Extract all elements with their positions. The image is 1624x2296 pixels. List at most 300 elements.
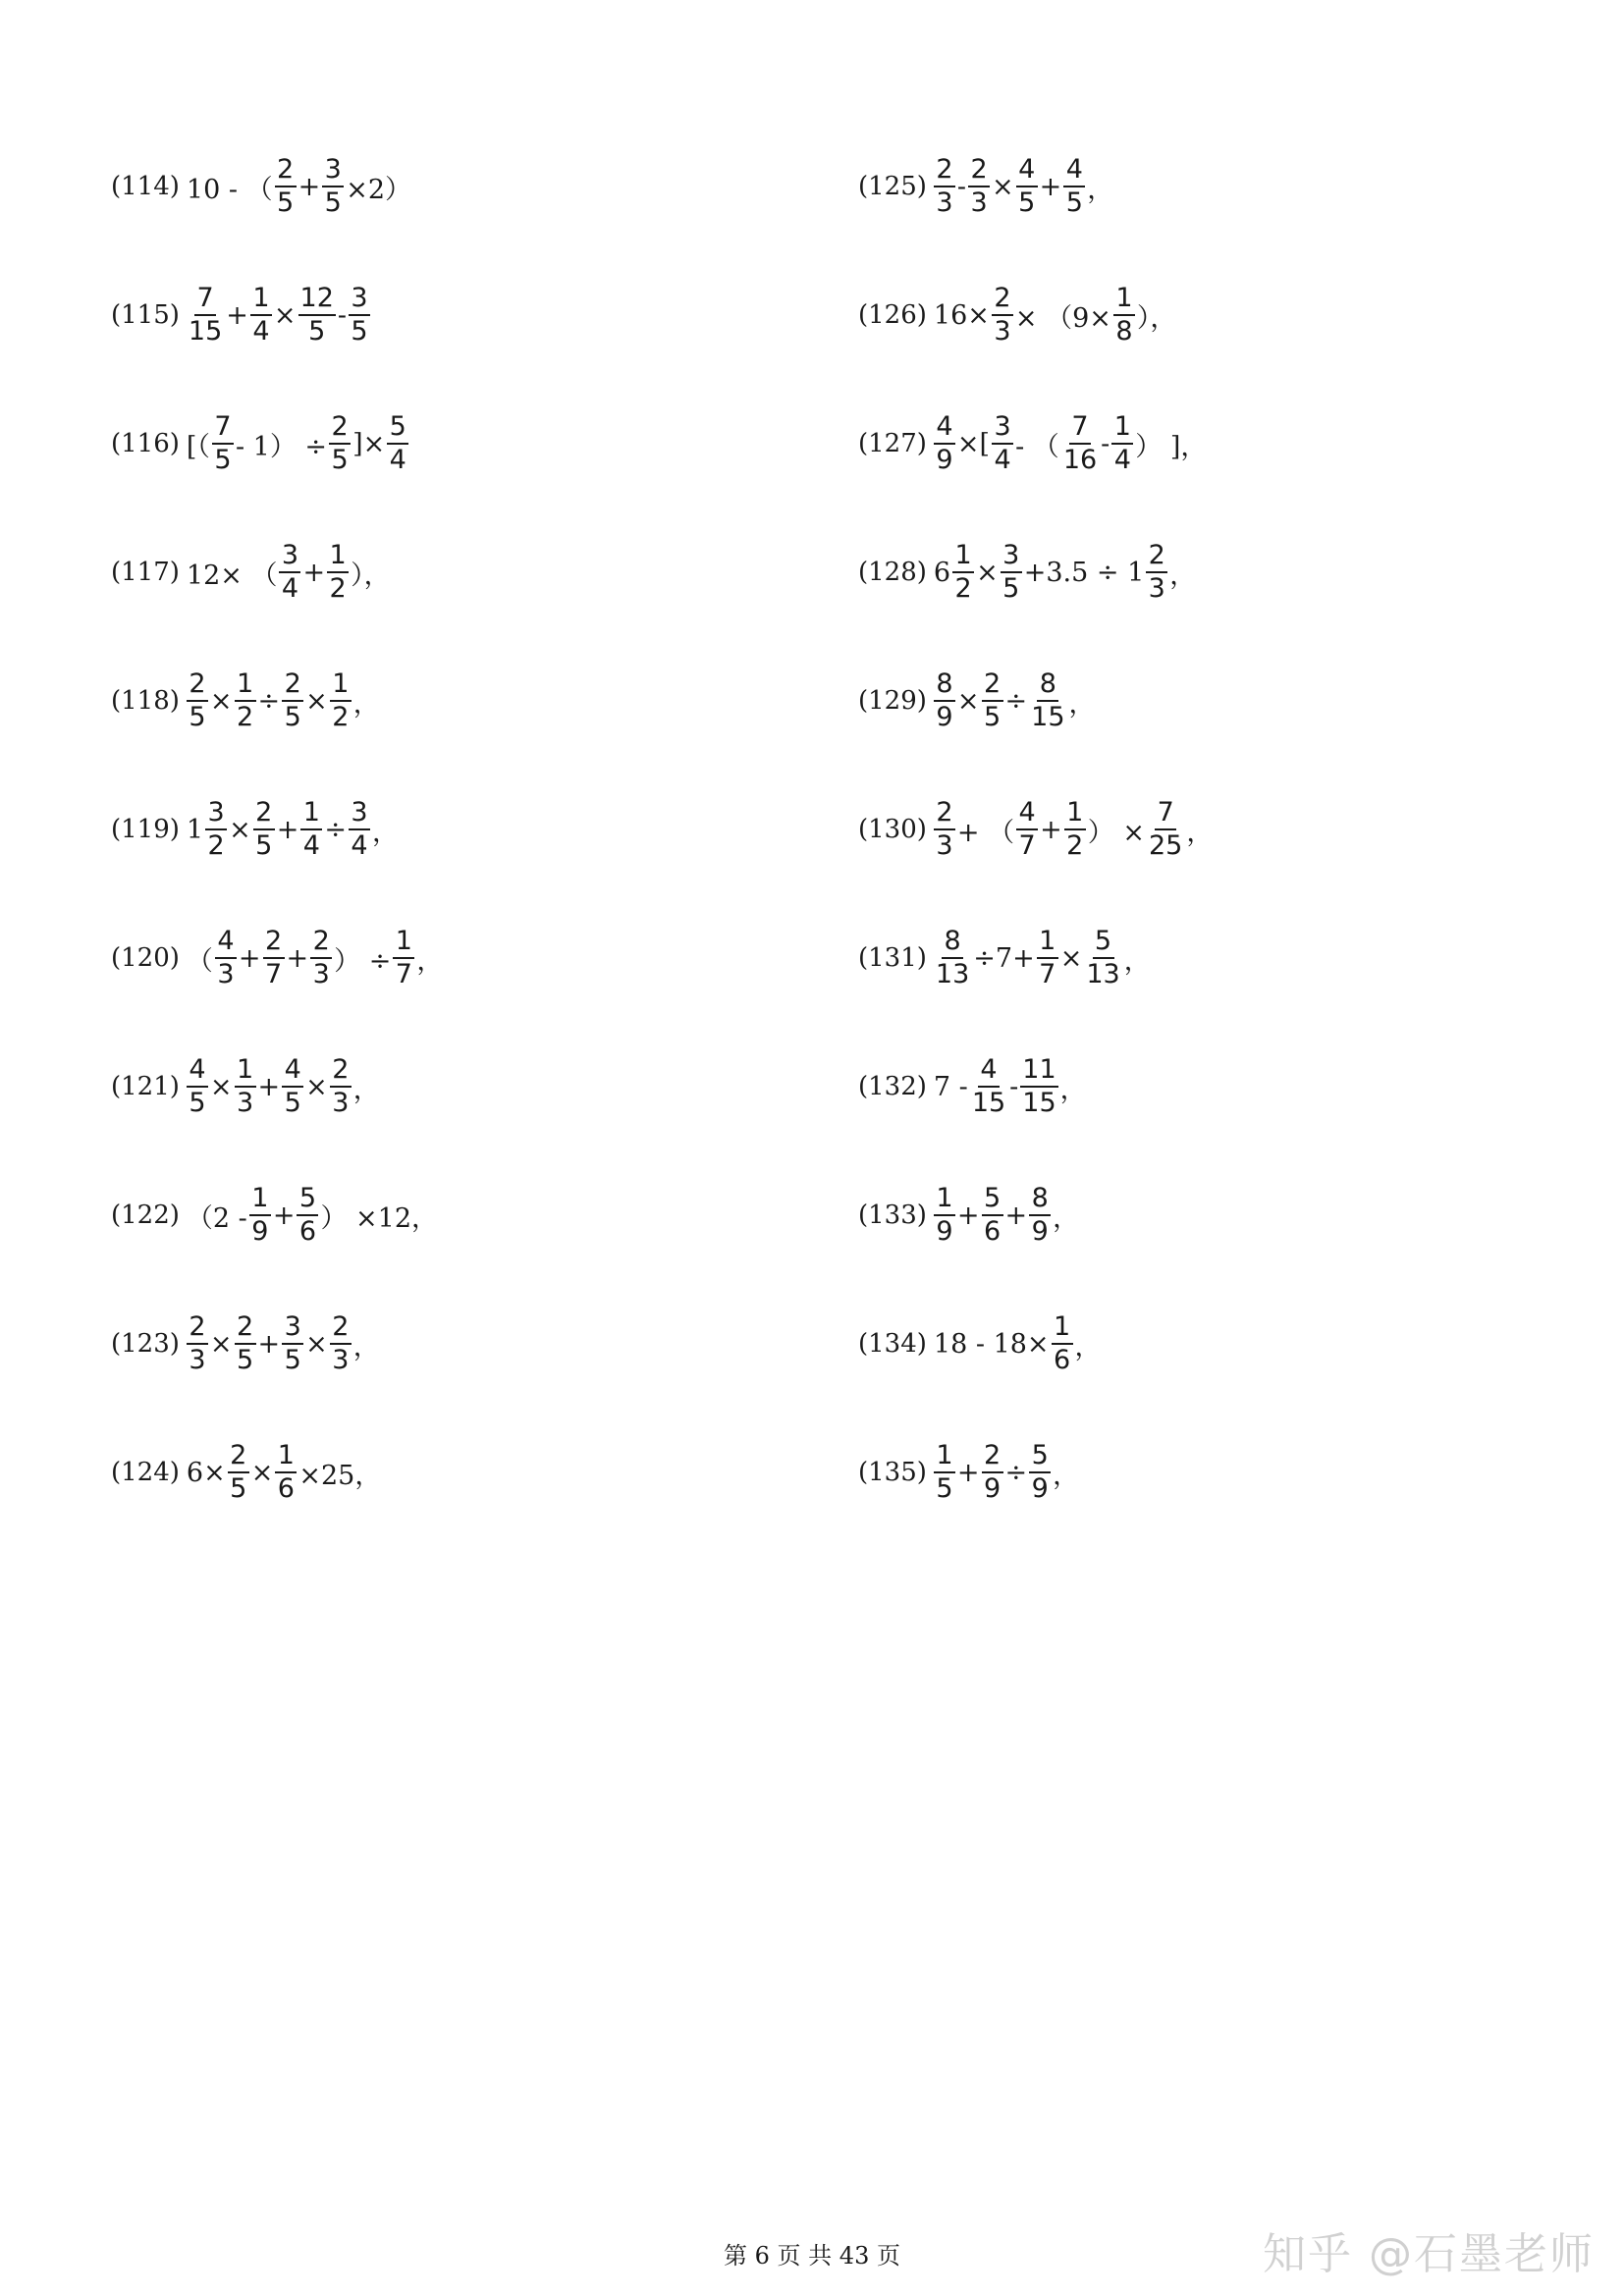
fraction-denominator: 2 [954,573,972,604]
fraction-numerator: 7 [212,412,234,445]
fraction [968,155,990,217]
fraction [393,927,414,988]
expression-text: ， [416,945,444,977]
problem-item [111,533,392,612]
fraction-denominator: 5 [284,702,301,732]
fraction [330,1055,352,1117]
problem-item [111,147,412,226]
fraction [1061,412,1099,474]
fraction [982,1184,1003,1246]
problem-number: (120) [111,943,180,973]
problem-number: (133) [858,1201,927,1230]
fraction-numerator: 4 [187,1055,208,1088]
problem-number: (121) [111,1072,180,1101]
expression-text: ） ÷ [334,945,392,977]
fraction [1016,798,1038,860]
fraction [1016,155,1038,217]
problem-expression [933,1055,1088,1117]
fraction-numerator: 1 [934,1441,955,1473]
fraction-numerator: 8 [1029,1184,1051,1216]
fraction-numerator: 4 [282,1055,303,1088]
fraction-denominator: 5 [189,1088,206,1118]
fraction-denominator: 5 [324,187,342,218]
expression-text: ， [1087,174,1114,205]
fraction [1020,1055,1057,1117]
fraction [187,1312,208,1374]
fraction [253,798,275,860]
fraction-denominator: 5 [230,1473,247,1504]
fraction [952,541,974,603]
fraction [187,284,224,346]
fraction [330,1312,352,1374]
problem-expression [933,1184,1080,1246]
fraction-numerator: 3 [322,155,344,187]
fraction-numerator: 3 [992,412,1013,445]
fraction [205,798,227,860]
problem-item [858,1047,1088,1126]
fraction-denominator: 5 [236,1345,254,1375]
fraction [228,1441,249,1503]
expression-text: ， [1053,1460,1080,1491]
fraction-denominator: 5 [351,316,368,347]
expression-text: ÷ [1004,685,1028,717]
fraction [322,155,344,217]
fraction-numerator: 4 [934,412,955,445]
fraction [1147,798,1184,860]
fraction-numerator: 7 [194,284,216,316]
fraction-denominator: 6 [1053,1345,1071,1375]
expression-text: ×25， [298,1460,382,1491]
expression-text: × [209,1328,233,1360]
expression-text: 7 - [933,1071,968,1102]
fraction-denominator: 4 [302,830,320,861]
fraction-denominator: 3 [936,830,953,861]
fraction [1084,927,1121,988]
expression-text: +3.5 ÷ 1 [1023,557,1145,588]
fraction [1063,155,1085,217]
expression-text: ， [352,1331,380,1362]
expression-text: × [305,1071,328,1102]
problem-expression [186,284,371,346]
fraction-numerator: 1 [235,669,256,702]
fraction-denominator: 5 [983,702,1001,732]
expression-text: ， [1186,817,1214,848]
fraction [282,1312,303,1374]
expression-text: ÷ [257,685,281,717]
fraction-numerator: 3 [349,798,370,830]
fraction [282,669,303,731]
fraction-numerator: 2 [330,1312,352,1345]
fraction-denominator: 13 [1086,959,1120,989]
fraction [1029,1441,1051,1503]
problem-number: (128) [858,558,927,587]
fraction-denominator: 9 [1031,1216,1049,1247]
fraction [1029,1184,1051,1246]
fraction-denominator: 25 [1148,830,1183,861]
fraction-denominator: 5 [1002,573,1020,604]
expression-text: × [209,685,233,717]
fraction [1001,541,1022,603]
fraction [1052,1312,1073,1374]
problem-item [111,662,381,740]
expression-text: ， [371,817,399,848]
fraction-denominator: 6 [277,1473,295,1504]
fraction-denominator: 3 [236,1088,254,1118]
expression-text: ） × [1087,817,1145,848]
fraction-numerator: 1 [235,1055,256,1088]
expression-text: [（ [186,431,210,462]
expression-text: ， [1053,1202,1080,1234]
fraction-numerator: 4 [1016,155,1038,187]
expression-text: × [229,814,251,845]
problem-item [111,404,409,483]
fraction [235,1055,256,1117]
fraction-numerator: 12 [298,284,336,316]
fraction-denominator: 3 [994,316,1011,347]
problem-number: (129) [858,686,927,716]
fraction-denominator: 5 [189,702,206,732]
fraction [982,1441,1003,1503]
watermark: 知乎 @石墨老师 [1263,2229,1595,2279]
fraction [1064,798,1086,860]
problem-expression [186,412,409,474]
expression-text: 6× [186,1457,226,1488]
expression-text: ， [1059,1074,1087,1105]
problem-expression [933,284,1178,346]
fraction [263,927,285,988]
fraction-numerator: 2 [187,1312,208,1345]
problem-number: (115) [111,300,180,330]
fraction [349,798,370,860]
fraction [187,1055,208,1117]
expression-text: × [250,1457,274,1488]
fraction-numerator: 1 [934,1184,955,1216]
fraction-numerator: 4 [1063,155,1085,187]
problem-expression [186,155,412,217]
fraction-denominator: 5 [284,1088,301,1118]
expression-text: + [226,299,248,331]
expression-text: × [992,171,1014,202]
problem-item [111,1305,381,1383]
problem-item [111,1176,439,1255]
fraction-denominator: 3 [970,187,988,218]
fraction-denominator: 4 [351,830,368,861]
problem-expression [933,155,1114,217]
fraction [934,927,971,988]
fraction [934,669,955,731]
fraction-denominator: 2 [236,702,254,732]
fraction-numerator: 4 [215,927,237,959]
fraction-numerator: 1 [327,541,349,573]
expression-text: × [273,299,297,331]
problem-expression [933,1312,1103,1374]
fraction-numerator: 2 [253,798,275,830]
fraction-denominator: 5 [1018,187,1036,218]
fraction [275,1441,297,1503]
fraction-denominator: 3 [936,187,953,218]
problem-item [111,276,371,354]
fraction [250,284,272,346]
expression-text: - [1009,1071,1019,1102]
expression-text: ， [352,688,380,720]
fraction-numerator: 2 [992,284,1013,316]
fraction-numerator: 1 [300,798,322,830]
fraction-numerator: 5 [1093,927,1114,959]
expression-text: 12× （ [186,560,278,591]
problem-number: (117) [111,558,180,587]
problem-expression [186,541,392,603]
fraction-denominator: 5 [936,1473,953,1504]
fraction-numerator: 2 [934,798,955,830]
fraction-denominator: 3 [332,1088,350,1118]
fraction [1111,412,1133,474]
fraction-numerator: 7 [1069,412,1091,445]
expression-text: × [305,1328,328,1360]
fraction [212,412,234,474]
fraction-denominator: 5 [1065,187,1083,218]
fraction-numerator: 5 [1029,1441,1051,1473]
problem-number: (114) [111,172,180,201]
expression-text: ， [1068,688,1096,720]
fraction-numerator: 1 [952,541,974,573]
expression-text: + [286,942,309,974]
problem-expression [933,927,1152,988]
fraction [249,1184,271,1246]
fraction-denominator: 15 [188,316,223,347]
fraction-denominator: 3 [332,1345,350,1375]
problem-number: (130) [858,815,927,844]
problem-number: (123) [111,1329,180,1359]
problem-item [858,533,1197,612]
problem-item [111,1433,382,1512]
expression-text: - （ [1015,431,1059,462]
expression-text: - 1） ÷ [235,431,328,462]
problem-expression [186,1312,381,1374]
fraction-numerator: 5 [387,412,408,445]
fraction-denominator: 15 [1031,702,1065,732]
fraction-numerator: 2 [310,927,332,959]
expression-text: ）， [1136,302,1177,334]
problem-item [858,276,1177,354]
expression-text: （ [186,945,213,977]
fraction-denominator: 9 [936,445,953,475]
fraction-numerator: 2 [330,1055,352,1088]
problem-expression [186,1055,381,1117]
fraction-denominator: 5 [331,445,349,475]
expression-text: （2 - [186,1202,247,1234]
fraction-denominator: 6 [983,1216,1001,1247]
fraction-denominator: 4 [252,316,270,347]
fraction [1029,669,1066,731]
expression-text: + [1004,1200,1028,1231]
fraction [330,669,352,731]
fraction [282,1055,303,1117]
expression-text: + （ [956,817,1015,848]
fraction-denominator: 2 [207,830,225,861]
problem-item [858,404,1208,483]
expression-text: + [276,814,299,845]
problem-item [858,147,1114,226]
fraction-denominator: 9 [1031,1473,1049,1504]
fraction [300,798,322,860]
fraction-numerator: 2 [235,1312,256,1345]
problem-expression [933,1441,1080,1503]
fraction-denominator: 4 [281,573,299,604]
expression-text: ×[ [956,428,991,459]
fraction [235,669,256,731]
problem-number: (132) [858,1072,927,1101]
expression-text: 18 - 18× [933,1328,1050,1360]
problem-expression [186,1184,439,1246]
fraction-numerator: 2 [282,669,303,702]
expression-text: ×2） [346,174,412,205]
fraction-numerator: 11 [1020,1055,1057,1088]
expression-text: + [257,1071,281,1102]
fraction-denominator: 16 [1062,445,1098,475]
expression-text: ， [352,1074,380,1105]
expression-text: ） ]， [1135,431,1208,462]
fraction [235,1312,256,1374]
fraction-denominator: 5 [284,1345,301,1375]
problem-number: (116) [111,429,180,458]
fraction-numerator: 3 [205,798,227,830]
expression-text: 6 [933,557,951,588]
fraction-denominator: 3 [189,1345,206,1375]
expression-text: ÷ [324,814,347,845]
fraction-numerator: 5 [982,1184,1003,1216]
fraction-numerator: 1 [250,284,272,316]
fraction-denominator: 6 [298,1216,317,1247]
fraction-numerator: 3 [349,284,370,316]
problem-expression [186,669,381,731]
fraction-denominator: 4 [389,445,406,475]
fraction-denominator: 5 [308,316,326,347]
fraction-numerator: 5 [297,1184,318,1216]
fraction-denominator: 2 [1066,830,1084,861]
expression-text: ， [1169,560,1197,591]
fraction-numerator: 3 [282,1312,303,1345]
expression-text: + [956,1200,980,1231]
expression-text: × （9× [1014,302,1111,334]
problem-item [858,1433,1080,1512]
expression-text: × [976,557,999,588]
fraction-numerator: 3 [1001,541,1022,573]
expression-text: + [956,1457,980,1488]
expression-text: - [337,299,348,331]
problem-item [858,919,1152,997]
fraction-denominator: 3 [1148,573,1165,604]
fraction-denominator: 2 [329,573,347,604]
problem-expression [186,927,444,988]
fraction [992,412,1013,474]
fraction [187,669,208,731]
fraction [1146,541,1167,603]
expression-text: + [257,1328,281,1360]
problem-expression [933,412,1209,474]
fraction-denominator: 8 [1115,316,1133,347]
problem-item [858,1305,1103,1383]
expression-text: + [298,171,321,202]
problem-item [111,790,400,869]
problem-item [111,1047,381,1126]
problem-number: (135) [858,1458,927,1487]
expression-text: ÷ [1004,1457,1028,1488]
problem-number: (125) [858,172,927,201]
problem-number: (127) [858,429,927,458]
expression-text: ， [1074,1331,1102,1362]
fraction-denominator: 15 [971,1088,1006,1118]
problem-expression [186,798,400,860]
expression-text: × [956,685,980,717]
fraction-numerator: 1 [275,1441,297,1473]
fraction-numerator: 2 [263,927,285,959]
fraction-denominator: 5 [214,445,232,475]
fraction-denominator: 7 [1039,959,1056,989]
expression-text: ]× [352,428,386,459]
fraction [934,1441,955,1503]
expression-text: ÷7+ [973,942,1035,974]
problem-item [111,919,444,997]
expression-text: 16× [933,299,990,331]
fraction-numerator: 1 [1052,1312,1073,1345]
fraction-denominator: 7 [395,959,412,989]
problem-number: (126) [858,300,927,330]
fraction [934,412,955,474]
fraction [275,155,297,217]
problem-expression [933,669,1097,731]
expression-text: + [1040,814,1062,845]
fraction [1113,284,1135,346]
expression-text: ） ×12， [320,1202,438,1234]
problem-number: (119) [111,815,180,844]
problem-expression [186,1441,382,1503]
fraction-denominator: 4 [1113,445,1131,475]
fraction [970,1055,1007,1117]
fraction [327,541,349,603]
expression-text: - [1101,428,1110,459]
fraction-denominator: 15 [1022,1088,1056,1118]
problem-item [858,1176,1080,1255]
fraction [349,284,370,346]
fraction-numerator: 2 [228,1441,249,1473]
fraction [329,412,351,474]
fraction-numerator: 4 [1016,798,1038,830]
problem-number: (122) [111,1201,180,1230]
fraction-denominator: 13 [935,959,970,989]
expression-text: + [1039,171,1062,202]
fraction-numerator: 1 [330,669,352,702]
expression-text: × [209,1071,233,1102]
fraction-denominator: 7 [264,959,283,989]
expression-text: + [272,1200,296,1231]
fraction-numerator: 2 [982,1441,1003,1473]
fraction [297,1184,318,1246]
fraction-numerator: 3 [279,541,300,573]
expression-text: 10 - （ [186,174,273,205]
fraction-denominator: 5 [276,187,295,218]
page-footer: 第 6 页 共 43 页 [724,2242,900,2269]
fraction-denominator: 9 [936,1216,953,1247]
problem-expression [933,541,1197,603]
fraction [279,541,300,603]
fraction-denominator: 9 [936,702,953,732]
fraction [215,927,237,988]
expression-text: 1 [186,814,204,845]
fraction-numerator: 2 [329,412,351,445]
fraction [982,669,1003,731]
problem-number: (124) [111,1458,180,1487]
fraction [387,412,408,474]
